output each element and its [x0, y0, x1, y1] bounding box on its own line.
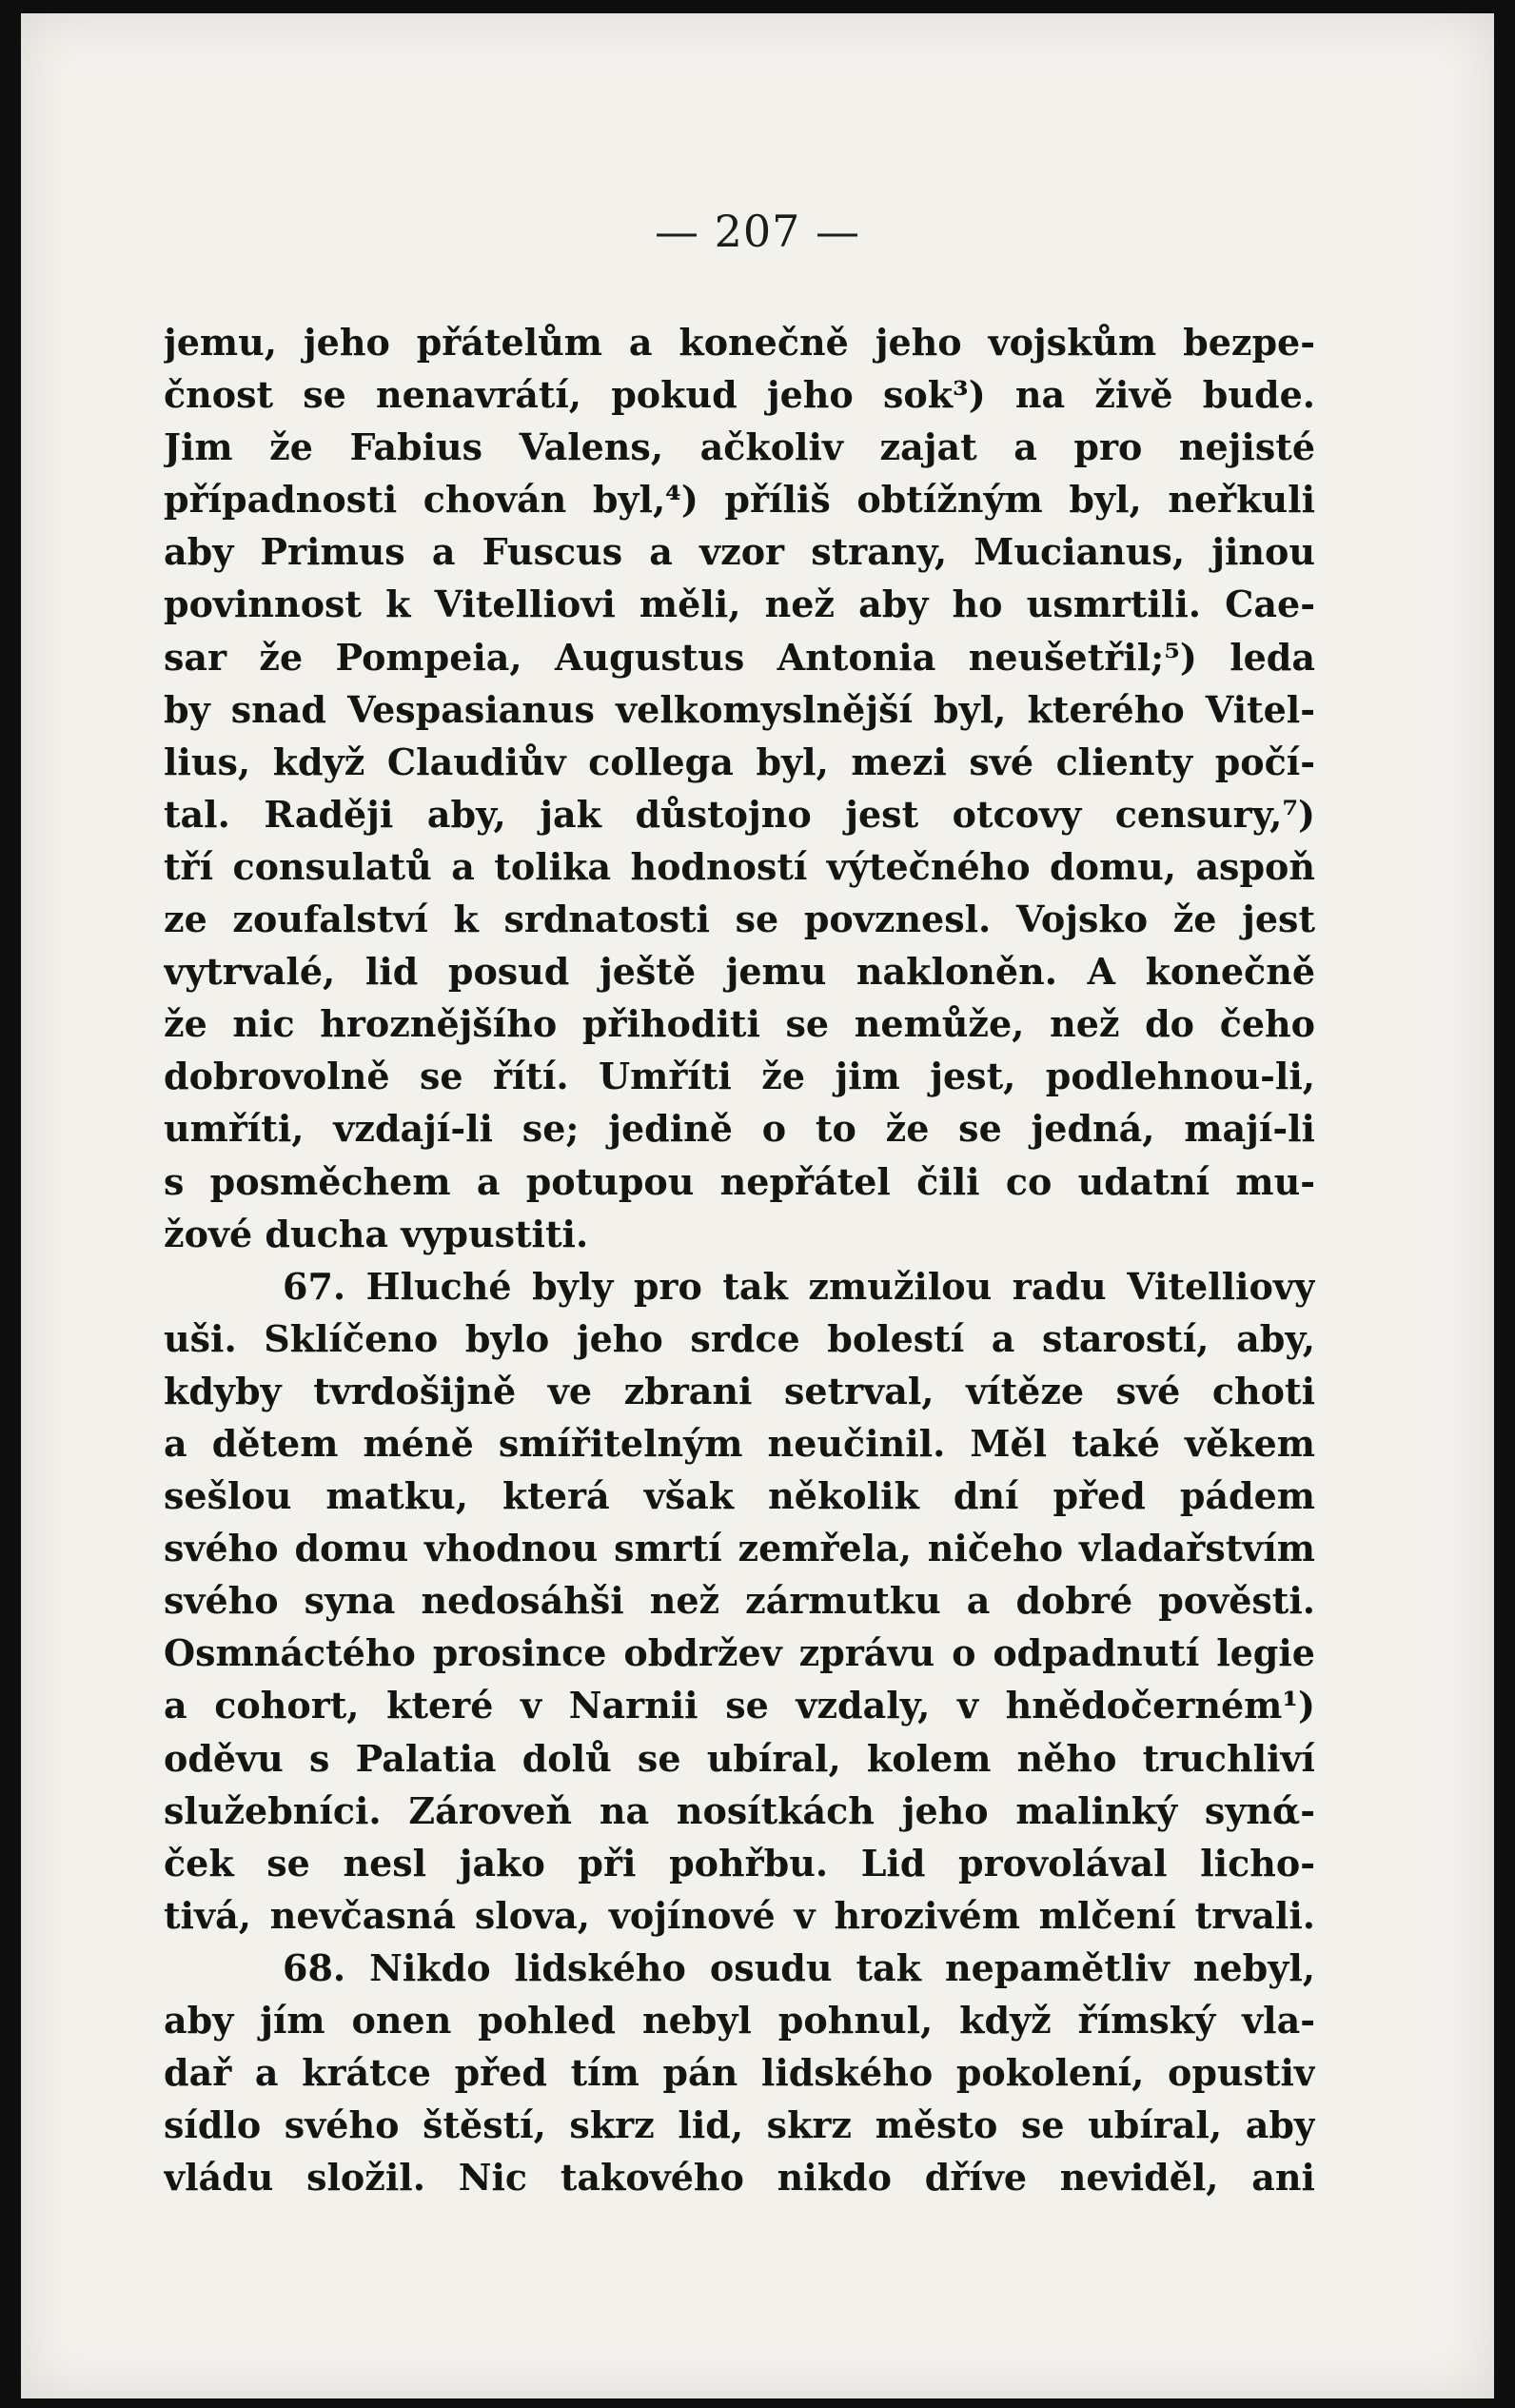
text-line: tal. Raději aby, jak důstojno jest otcovy censury,⁷) [164, 792, 1315, 836]
text-line: a dětem méně smířitelným neučinil. Měl také věkem [164, 1421, 1315, 1465]
paragraph-start-line: 68. Nikdo lidského osudu tak nepamětliv nebyl, [283, 1945, 1315, 1989]
text-line: kdyby tvrdošijně ve zbrani setrval, vítěze své choti [164, 1369, 1315, 1412]
text-line: ze zoufalství k srdnatosti se povznesl. Vojsko že jest [164, 898, 1315, 941]
text-line: a cohort, které v Narnii se vzdaly, v hnědočerném¹) [164, 1684, 1315, 1727]
text-line: oděvu s Palatia dolů se ubíral, kolem něho truchliví [164, 1736, 1315, 1780]
text-line: dobrovolně se řítí. Umříti že jim jest, podlehnou-li, [164, 1055, 1315, 1098]
text-line: umříti, vzdají-li se; jedině o to že se jedná, mají-li [164, 1107, 1315, 1151]
text-line: dař a krátce před tím pán lidského pokolení, opustiv [164, 2051, 1315, 2095]
text-line: sar že Pompeia, Augustus Antonia neušetřil;⁵) leda [164, 635, 1315, 679]
text-line: Osmnáctého prosince obdržev zprávu o odpadnutí legie [164, 1631, 1315, 1675]
text-line: vytrvalé, lid posud ještě jemu nakloněn. A konečně [164, 950, 1315, 994]
text-line: sešlou matku, která však několik dní před pádem [164, 1474, 1315, 1518]
text-line: služebníci. Zároveň na nosítkách jeho malinký synά- [164, 1788, 1315, 1832]
text-line: povinnost k Vitelliovi měli, než aby ho usmrtili. Cae- [164, 582, 1315, 626]
text-line: čnost se nenavrátí, pokud jeho sok³) na živě bude. [164, 373, 1315, 417]
text-line: svého domu vhodnou smrtí zemřela, ničeho vladařstvím [164, 1527, 1315, 1570]
page-number: — 207 — [654, 206, 861, 257]
text-line: vládu složil. Nic takového nikdo dříve neviděl, ani [164, 2156, 1315, 2200]
text-line: že nic hroznějšího přihoditi se nemůže, než do čeho [164, 1002, 1315, 1046]
text-line: jemu, jeho přátelům a konečně jeho vojskům bezpe- [164, 321, 1315, 364]
text-line: uši. Sklíčeno bylo jeho srdce bolestí a starostí, aby, [164, 1316, 1315, 1360]
paragraph-end-line: žové ducha vypustiti. [164, 1212, 589, 1255]
paragraph-start-line: 67. Hluché byly pro tak zmužilou radu Vitelliovy [283, 1264, 1315, 1308]
text-line: případnosti chován byl,⁴) příliš obtížným byl, neřkuli [164, 478, 1315, 522]
text-line: by snad Vespasianus velkomyslnější byl, kterého Vitel- [164, 687, 1315, 731]
text-line: lius, když Claudiův collega byl, mezi své clienty počí- [164, 740, 1315, 783]
text-line: svého syna nedosáhši než zármutku a dobré pověsti. [164, 1579, 1315, 1623]
text-line: tří consulatů a tolika hodností výtečného domu, aspoň [164, 844, 1315, 888]
book-page [21, 13, 1494, 2398]
text-line: s posměchem a potupou nepřátel čili co udatní mu- [164, 1159, 1315, 1203]
text-line: sídlo svého štěstí, skrz lid, skrz město se ubíral, aby [164, 2103, 1315, 2147]
text-line: aby jím onen pohled nebyl pohnul, když římský vla- [164, 1999, 1315, 2042]
text-line: Jim že Fabius Valens, ačkoliv zajat a pro nejisté [164, 425, 1315, 469]
paragraph-end-line: tivá, nevčasná slova, vojínové v hrozivém mlčení trvali. [164, 1893, 1315, 1937]
text-line: aby Primus a Fuscus a vzor strany, Mucianus, jinou [164, 530, 1315, 574]
text-line: ček se nesl jako při pohřbu. Lid provolával licho- [164, 1841, 1315, 1885]
body-text [164, 316, 1315, 2203]
